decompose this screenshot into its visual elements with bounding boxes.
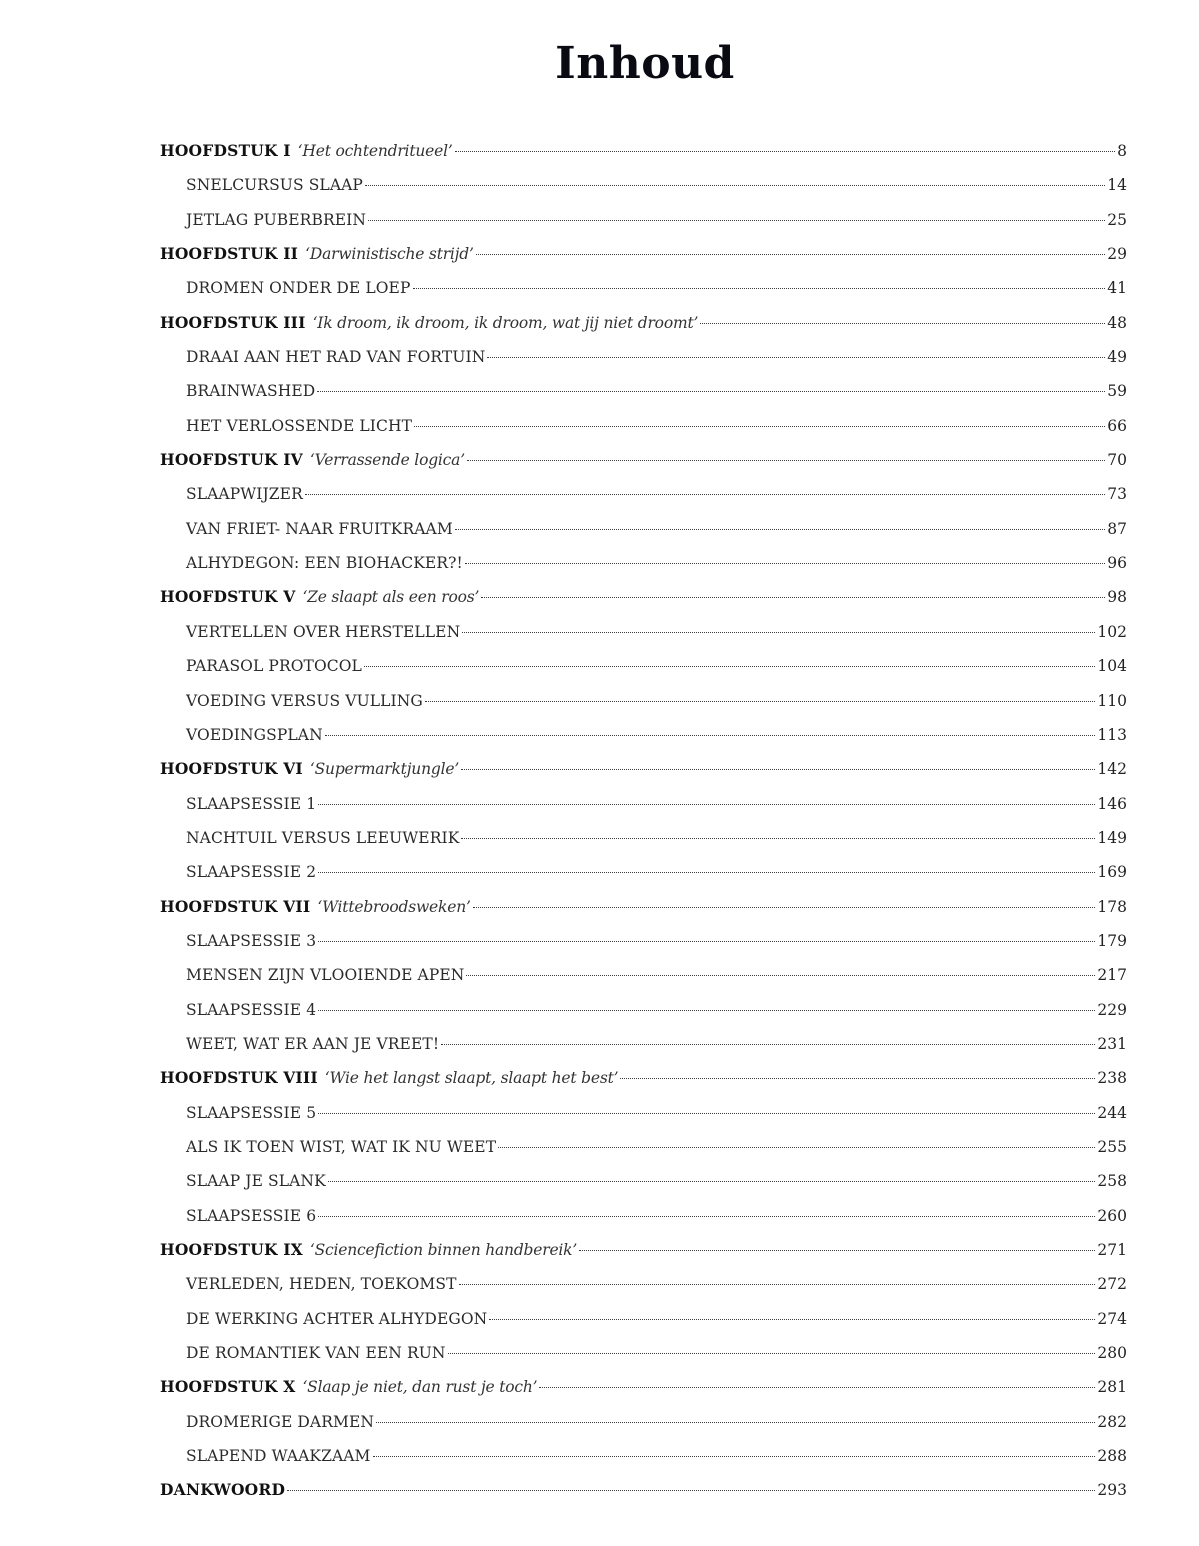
toc-section-entry[interactable] — [160, 411, 1127, 445]
page-number: 66 — [1107, 416, 1127, 435]
section-label: DRAAI AAN HET RAD VAN FORTUIN — [186, 348, 486, 367]
page-number: 280 — [1097, 1344, 1127, 1363]
dot-leader — [328, 1181, 1096, 1182]
dot-leader — [368, 220, 1105, 221]
toc-entry-heading — [186, 651, 362, 681]
toc-section-entry[interactable] — [160, 479, 1127, 513]
dot-leader — [487, 357, 1105, 358]
dot-leader — [441, 1044, 1095, 1045]
chapter-title: ‘Verrassende logica’ — [309, 451, 465, 470]
toc-entry-heading — [186, 342, 485, 372]
toc-section-entry[interactable] — [160, 1269, 1127, 1303]
page-number: 41 — [1107, 279, 1127, 298]
section-label: NACHTUIL VERSUS LEEUWERIK — [186, 828, 460, 847]
toc-entry-heading — [186, 548, 463, 578]
dot-leader — [425, 701, 1096, 702]
section-label: SLAAPWIJZER — [186, 485, 303, 504]
dot-leader — [318, 1113, 1095, 1114]
section-label: SNELCURSUS SLAAP — [186, 176, 363, 195]
dot-leader — [455, 529, 1105, 530]
chapter-label: HOOFDSTUK VIII — [160, 1068, 318, 1088]
page-number: 104 — [1097, 657, 1127, 676]
page-number: 274 — [1097, 1309, 1127, 1328]
page-number: 59 — [1107, 382, 1127, 401]
dot-leader — [476, 254, 1106, 255]
page-title: Inhoud — [555, 38, 735, 89]
toc-entry-heading — [186, 1338, 446, 1368]
toc-section-entry[interactable] — [160, 376, 1127, 410]
page-number: 179 — [1097, 931, 1127, 950]
chapter-label: DANKWOORD — [160, 1480, 286, 1500]
toc-chapter-entry[interactable] — [160, 892, 1127, 926]
dot-leader — [461, 769, 1095, 770]
toc-section-entry[interactable] — [160, 1201, 1127, 1235]
dot-leader — [481, 597, 1105, 598]
dot-leader — [317, 391, 1105, 392]
page-number: 281 — [1097, 1378, 1127, 1397]
dot-leader — [318, 1216, 1095, 1217]
toc-entry-heading — [186, 1269, 457, 1299]
toc-section-entry[interactable] — [160, 205, 1127, 239]
page-number: 271 — [1097, 1241, 1127, 1259]
section-label: JETLAG PUBERBREIN — [186, 210, 367, 229]
toc-entry-heading — [186, 205, 366, 235]
toc-entry-heading — [186, 170, 363, 200]
dot-leader — [448, 1353, 1096, 1354]
toc-section-entry[interactable] — [160, 1029, 1127, 1063]
toc-section-entry[interactable] — [160, 514, 1127, 548]
toc-chapter-entry[interactable] — [160, 239, 1127, 273]
page-number: 293 — [1097, 1481, 1127, 1500]
dot-leader — [318, 1010, 1095, 1011]
section-label: SLAAPSESSIE 5 — [186, 1103, 317, 1122]
toc-section-entry[interactable] — [160, 273, 1127, 307]
dot-leader — [365, 185, 1105, 186]
toc-entry-heading — [160, 1372, 537, 1402]
toc-chapter-entry[interactable] — [160, 754, 1127, 788]
chapter-label: HOOFDSTUK V — [160, 587, 296, 607]
toc-entry-heading — [186, 857, 316, 887]
page-number: 282 — [1097, 1412, 1127, 1431]
toc-entry-heading — [186, 411, 412, 441]
dot-leader — [539, 1387, 1095, 1388]
toc-section-entry[interactable] — [160, 686, 1127, 720]
toc-section-entry[interactable] — [160, 1441, 1127, 1475]
dot-leader — [455, 151, 1116, 152]
page-number: 8 — [1117, 142, 1127, 160]
dot-leader — [462, 632, 1095, 633]
toc-entry-heading — [186, 1166, 326, 1196]
toc-section-entry[interactable] — [160, 823, 1127, 857]
page-number: 49 — [1107, 348, 1127, 367]
toc-chapter-entry[interactable] — [160, 136, 1127, 170]
toc-entry-heading — [186, 617, 460, 647]
toc-entry-heading — [186, 1441, 371, 1471]
section-label: VERLEDEN, HEDEN, TOEKOMST — [186, 1275, 457, 1294]
page-number: 288 — [1097, 1447, 1127, 1466]
toc-entry-heading — [186, 273, 411, 303]
page-number: 29 — [1107, 245, 1127, 264]
chapter-label: HOOFDSTUK IX — [160, 1240, 303, 1259]
chapter-title: ‘Ik droom, ik droom, ik droom, wat jij niet droomt’ — [312, 313, 699, 332]
dot-leader — [364, 666, 1095, 667]
page-number: 25 — [1107, 210, 1127, 229]
toc-entry-heading — [160, 892, 471, 922]
toc-entry-heading — [160, 308, 698, 338]
toc-section-entry[interactable] — [160, 1407, 1127, 1441]
toc-section-entry[interactable] — [160, 1098, 1127, 1132]
dot-leader — [414, 426, 1105, 427]
chapter-label: HOOFDSTUK II — [160, 244, 299, 264]
dot-leader — [466, 975, 1095, 976]
chapter-title: ‘Wittebroodsweken’ — [317, 897, 471, 916]
section-label: ALHYDEGON: EEN BIOHACKER?! — [186, 554, 463, 573]
page-number: 102 — [1097, 622, 1127, 641]
section-label: SLAAP JE SLANK — [186, 1172, 326, 1191]
dot-leader — [318, 941, 1095, 942]
section-label: DROMEN ONDER DE LOEP — [186, 279, 411, 298]
chapter-title: ‘Supermarktjungle’ — [309, 760, 460, 779]
page-number: 70 — [1107, 451, 1127, 470]
dot-leader — [305, 494, 1105, 495]
toc-section-entry[interactable] — [160, 995, 1127, 1029]
toc-entry-heading — [160, 136, 453, 166]
chapter-title: ‘Slaap je niet, dan rust je toch’ — [302, 1378, 538, 1397]
section-label: SLAAPSESSIE 6 — [186, 1206, 317, 1225]
section-label: HET VERLOSSENDE LICHT — [186, 416, 413, 435]
chapter-label: HOOFDSTUK VI — [160, 759, 303, 779]
chapter-title: ‘Ze slaapt als een roos’ — [302, 588, 480, 607]
page-number: 149 — [1097, 828, 1127, 847]
dot-leader — [467, 460, 1105, 461]
dot-leader — [579, 1250, 1095, 1251]
toc-entry-heading — [186, 1132, 496, 1162]
dot-leader — [489, 1319, 1095, 1320]
toc-entry-heading — [160, 1235, 577, 1265]
chapter-label: HOOFDSTUK IV — [160, 450, 303, 470]
toc-section-entry[interactable] — [160, 548, 1127, 582]
dot-leader — [325, 735, 1096, 736]
dot-leader — [318, 872, 1095, 873]
section-label: ALS IK TOEN WIST, WAT IK NU WEET — [186, 1137, 497, 1156]
toc-entry-heading — [186, 1304, 487, 1334]
toc-entry-heading — [186, 720, 323, 750]
page-number: 272 — [1097, 1275, 1127, 1294]
toc-entry-heading — [160, 1063, 618, 1093]
toc-section-entry[interactable] — [160, 789, 1127, 823]
chapter-label: HOOFDSTUK VII — [160, 896, 311, 916]
toc-section-entry[interactable] — [160, 1166, 1127, 1200]
toc-entry-heading — [186, 823, 459, 853]
page-number: 87 — [1107, 519, 1127, 538]
page-number: 142 — [1097, 760, 1127, 779]
toc-entry-heading — [186, 1201, 316, 1231]
toc-section-entry[interactable] — [160, 1338, 1127, 1372]
toc-chapter-entry[interactable] — [160, 1235, 1127, 1269]
section-label: SLAAPSESSIE 3 — [186, 931, 317, 950]
section-label: DROMERIGE DARMEN — [186, 1412, 375, 1431]
dot-leader — [376, 1422, 1095, 1423]
toc-entry-heading — [186, 686, 423, 716]
chapter-label: HOOFDSTUK X — [160, 1377, 296, 1397]
page-number: 238 — [1097, 1069, 1127, 1088]
toc-chapter-entry[interactable] — [160, 1372, 1127, 1406]
section-label: PARASOL PROTOCOL — [186, 657, 362, 676]
page-number: 229 — [1097, 1000, 1127, 1019]
section-label: SLAPEND WAAKZAAM — [186, 1447, 371, 1466]
section-label: VAN FRIET- NAAR FRUITKRAAM — [186, 519, 453, 538]
dot-leader — [700, 323, 1105, 324]
toc-section-entry[interactable] — [160, 170, 1127, 204]
page-number: 244 — [1097, 1103, 1127, 1122]
toc-chapter-entry[interactable] — [160, 308, 1127, 342]
section-label: VOEDING VERSUS VULLING — [186, 691, 423, 710]
toc-chapter-entry[interactable] — [160, 1475, 1127, 1509]
chapter-title: ‘Het ochtendritueel’ — [297, 142, 453, 160]
toc-entry-heading — [186, 479, 303, 509]
toc-section-entry[interactable] — [160, 1132, 1127, 1166]
toc-entry-heading — [186, 1407, 374, 1437]
toc-section-entry[interactable] — [160, 926, 1127, 960]
page-number: 14 — [1107, 176, 1127, 195]
section-label: VOEDINGSPLAN — [186, 725, 323, 744]
section-label: DE WERKING ACHTER ALHYDEGON — [186, 1309, 488, 1328]
page-number: 110 — [1097, 691, 1127, 710]
toc-entry-heading — [160, 1475, 285, 1505]
page-number: 260 — [1097, 1206, 1127, 1225]
page-number: 231 — [1097, 1034, 1127, 1053]
toc-entry-heading — [186, 926, 316, 956]
toc-section-entry[interactable] — [160, 342, 1127, 376]
table-of-contents — [160, 136, 1127, 1510]
toc-section-entry[interactable] — [160, 1304, 1127, 1338]
dot-leader — [461, 838, 1095, 839]
page-number: 255 — [1097, 1137, 1127, 1156]
dot-leader — [287, 1490, 1095, 1491]
page-number: 48 — [1107, 313, 1127, 332]
toc-chapter-entry[interactable] — [160, 445, 1127, 479]
toc-section-entry[interactable] — [160, 857, 1127, 891]
toc-chapter-entry[interactable] — [160, 582, 1127, 616]
toc-entry-heading — [160, 754, 459, 784]
dot-leader — [473, 907, 1096, 908]
toc-entry-heading — [160, 239, 474, 269]
toc-entry-heading — [186, 1029, 439, 1059]
page-number: 96 — [1107, 554, 1127, 573]
toc-entry-heading — [186, 789, 316, 819]
section-label: BRAINWASHED — [186, 382, 316, 401]
dot-leader — [620, 1078, 1095, 1079]
dot-leader — [498, 1147, 1095, 1148]
section-label: SLAAPSESSIE 2 — [186, 863, 317, 882]
toc-entry-heading — [186, 1098, 316, 1128]
section-label: MENSEN ZIJN VLOOIENDE APEN — [186, 966, 465, 985]
toc-entry-heading — [186, 995, 316, 1025]
chapter-label: HOOFDSTUK I — [160, 141, 291, 160]
toc-entry-heading — [160, 445, 465, 475]
section-label: VERTELLEN OVER HERSTELLEN — [186, 622, 461, 641]
dot-leader — [373, 1456, 1096, 1457]
page-number: 178 — [1097, 897, 1127, 916]
page-number: 73 — [1107, 485, 1127, 504]
page-number: 146 — [1097, 794, 1127, 813]
section-label: SLAAPSESSIE 4 — [186, 1000, 317, 1019]
dot-leader — [459, 1284, 1096, 1285]
section-label: SLAAPSESSIE 1 — [186, 794, 317, 813]
toc-entry-heading — [186, 514, 453, 544]
page-number: 169 — [1097, 863, 1127, 882]
page-number: 98 — [1107, 588, 1127, 607]
toc-chapter-entry[interactable] — [160, 1063, 1127, 1097]
dot-leader — [318, 804, 1095, 805]
toc-section-entry[interactable] — [160, 720, 1127, 754]
dot-leader — [465, 563, 1105, 564]
toc-section-entry[interactable] — [160, 617, 1127, 651]
page-number: 113 — [1097, 725, 1127, 744]
dot-leader — [413, 288, 1106, 289]
section-label: WEET, WAT ER AAN JE VREET! — [186, 1034, 440, 1053]
chapter-title: ‘Sciencefiction binnen handbereik’ — [309, 1241, 578, 1259]
toc-section-entry[interactable] — [160, 960, 1127, 994]
section-label: DE ROMANTIEK VAN EEN RUN — [186, 1344, 446, 1363]
chapter-label: HOOFDSTUK III — [160, 312, 306, 332]
page-number: 258 — [1097, 1172, 1127, 1191]
toc-entry-heading — [186, 376, 315, 406]
chapter-title: ‘Wie het langst slaapt, slaapt het best’ — [324, 1069, 619, 1088]
toc-entry-heading — [186, 960, 464, 990]
toc-section-entry[interactable] — [160, 651, 1127, 685]
page-number: 217 — [1097, 966, 1127, 985]
chapter-title: ‘Darwinistische strijd’ — [305, 245, 474, 264]
toc-entry-heading — [160, 582, 479, 612]
